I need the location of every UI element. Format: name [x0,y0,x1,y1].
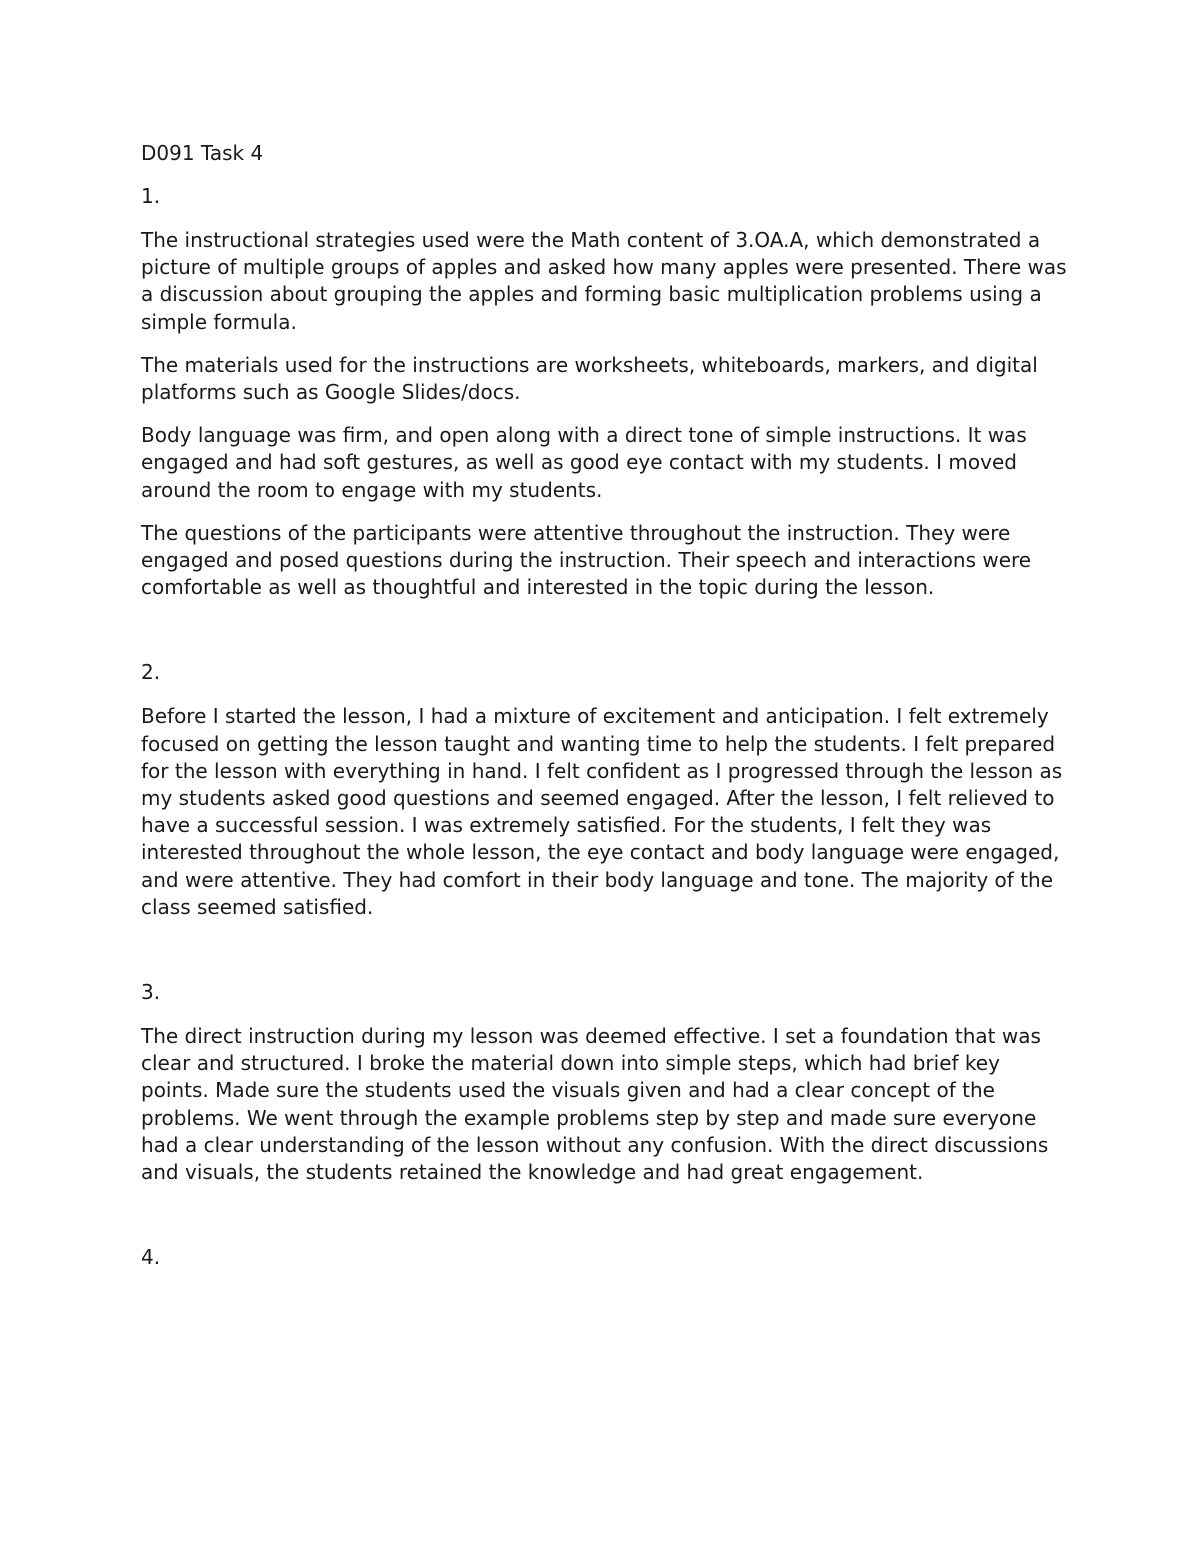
section-number: 3. [141,980,161,1005]
section-number: 4. [141,1245,161,1270]
section-paragraph: The direct instruction during my lesson was deemed effective. I set a foundation that was clear and structured. I broke the material down into simple steps, which had brief key points. Made sure the students used the visuals given and had a clear concept of the problems. We went through the example problems step by step and made sure everyone had a clear understanding of the lesson without any confusion. With the direct discussions and visuals, the students retained the knowledge and had great engagement. [141,1024,1049,1185]
document-title: D091 Task 4 [141,141,264,165]
section-paragraph: The questions of the participants were attentive throughout the instruction. They were engaged and posed questions during the instruction. Their speech and interactions were comfortable as well as thoughtful and interested in the topic during the lesson. [141,520,1032,600]
section-paragraph: Before I started the lesson, I had a mixture of excitement and anticipation. I felt extremely focused on getting the lesson taught and wanting time to help the students. I felt prepared for the lesson with everything in hand. I felt confident as I progressed through the lesson as my students asked good questions and seemed engaged. After the lesson, I felt relieved to have a successful session. I was extremely satisfied. For the students, I felt they was interested throughout the whole lesson, the eye contact and body language were engaged, and were attentive. They had comfort in their body language and tone. The majority of the class seemed satisfied. [141,704,1063,919]
section-4 [141,1244,1071,1271]
section-paragraph: The materials used for the instructions are worksheets, whiteboards, markers, and digital platforms such as Google Slides/docs. [141,352,1038,405]
section-1 [141,183,1071,601]
section-number: 1. [141,184,161,208]
section-paragraph: The instructional strategies used were the Math content of 3.OA.A, which demonstrated a picture of multiple groups of apples and asked how many apples were presented. There was a discussion about grouping the apples and forming basic multiplication problems using a simple formula. [141,228,1067,334]
section-number: 2. [141,660,161,685]
section-3 [141,979,1071,1186]
section-2 [141,659,1071,921]
section-paragraph: Body language was firm, and open along with a direct tone of simple instructions. It was engaged and had soft gestures, as well as good eye contact with my students. I moved around the room to engage with my students. [141,423,1027,502]
document-page [141,140,1071,1271]
